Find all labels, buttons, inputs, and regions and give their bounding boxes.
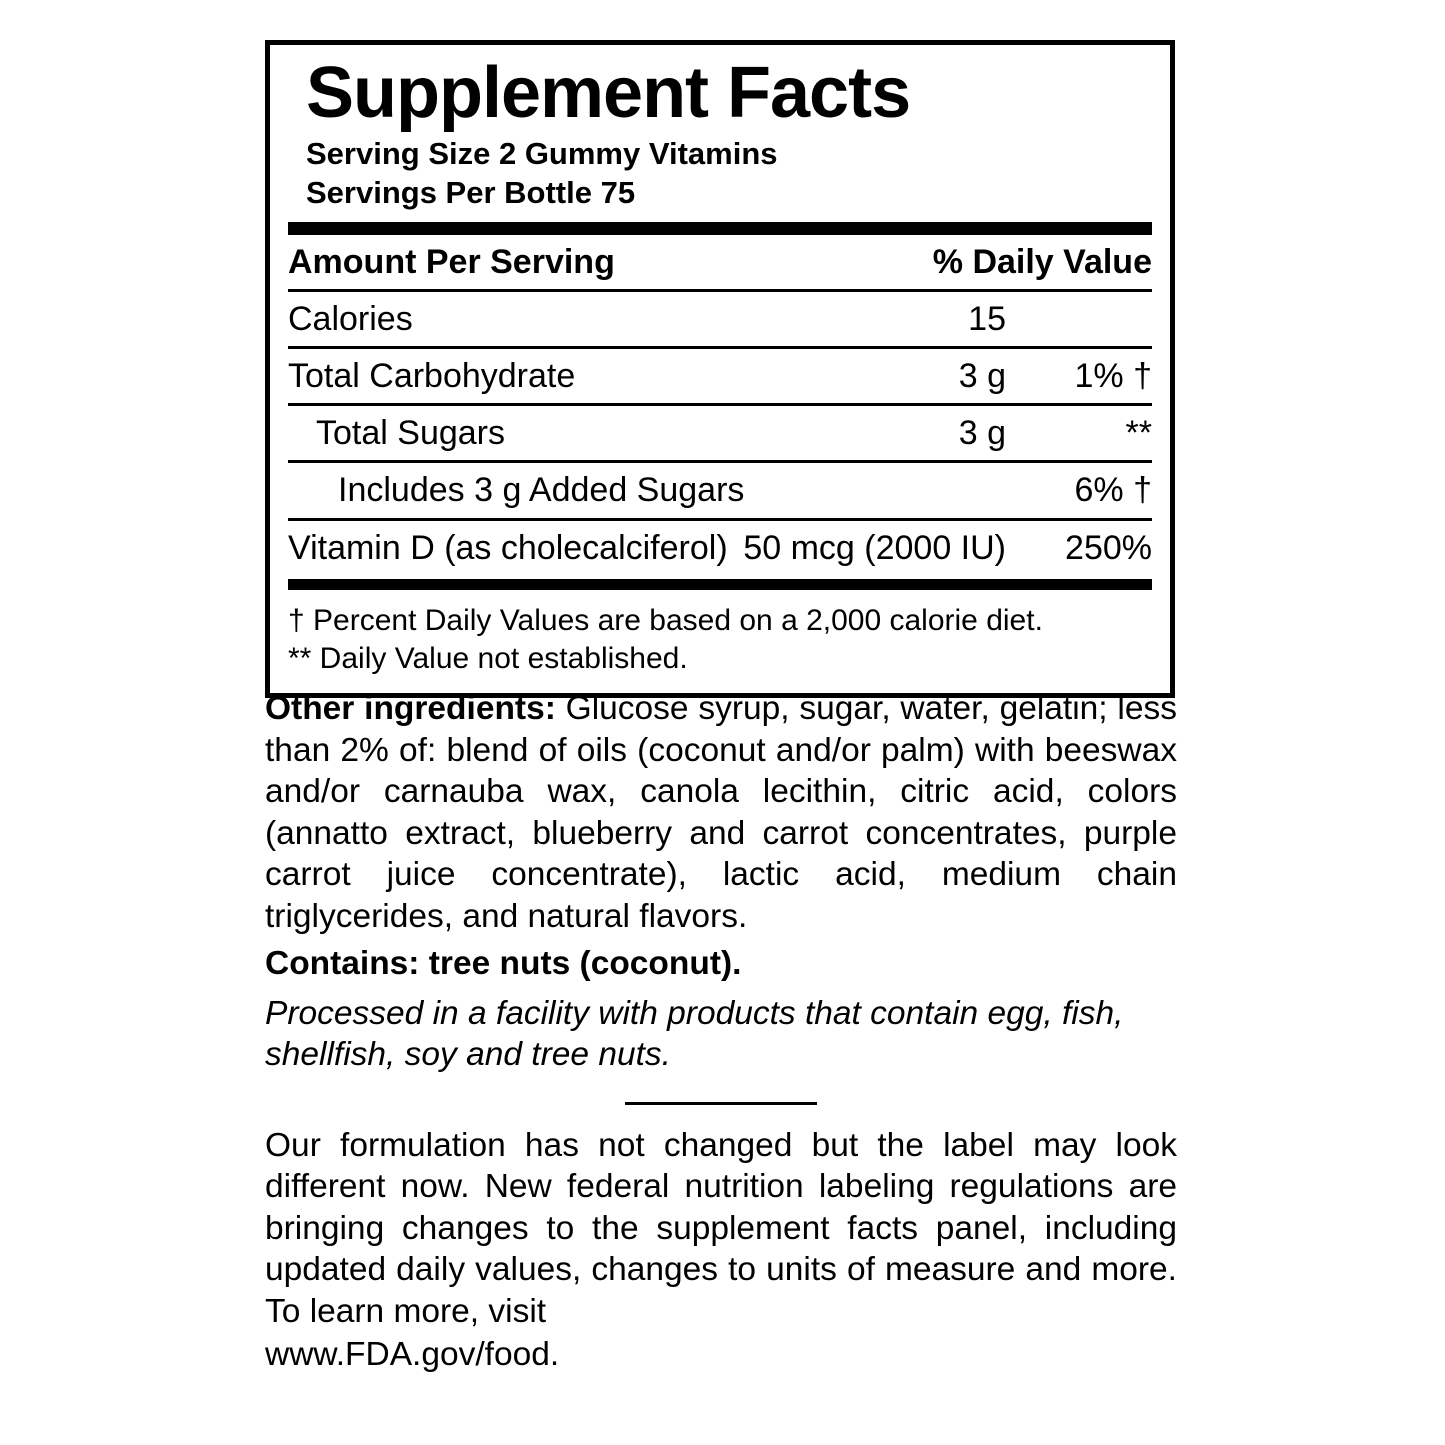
- table-row: [288, 463, 1152, 517]
- table-header-row: [288, 235, 1152, 288]
- label-body-copy: [265, 688, 1177, 1378]
- nutrient-amount: 3 g: [958, 356, 1006, 395]
- nutrient-amount: 50 mcg (2000 IU): [743, 528, 1006, 567]
- nutrient-amount: 15: [968, 299, 1006, 338]
- divider-thick-top: [288, 222, 1152, 235]
- nutrient-dv: 250%: [1065, 528, 1152, 567]
- table-row: [288, 292, 1152, 346]
- table-row: [288, 521, 1152, 575]
- daily-value-label: % Daily Value: [932, 243, 1152, 282]
- nutrient-name: Includes 3 g Added Sugars: [338, 471, 745, 510]
- servings-per-container: Servings Per Bottle 75: [306, 174, 636, 210]
- label-change-notice: Our formulation has not changed but the label may look different now. New federal nutrition labeling regulations are bringing changes to the supplement facts panel, including updated daily values, changes to units of measure and more. To learn more, visit: [265, 1126, 1177, 1330]
- supplement-facts-panel: [265, 40, 1175, 698]
- table-row: [288, 349, 1152, 403]
- contains-allergens: Contains: tree nuts (coconut).: [265, 945, 742, 983]
- other-ingredients-text: Glucose syrup, sugar, water, gelatin; less than 2% of: blend of oils (coconut and/or palm) with beeswax and/or carnauba wax, canola lecithin, citric acid, colors (annatto extract, blueberry and carrot concentrates, purple carrot juice concentrate), lactic acid, medium chain triglycerides, and natural flavors.: [265, 690, 1177, 935]
- footnote-not-established: ** Daily Value not established.: [288, 642, 688, 676]
- table-row: [288, 406, 1152, 460]
- section-divider: [625, 1102, 817, 1105]
- serving-size: Serving Size 2 Gummy Vitamins: [306, 135, 778, 171]
- facility-statement: Processed in a facility with products that contain egg, fish, shellfish, soy and tree nuts.: [265, 994, 1124, 1074]
- nutrient-amount: 3 g: [958, 414, 1006, 453]
- nutrient-name: Total Sugars: [316, 414, 505, 453]
- other-ingredients-paragraph: [265, 688, 1177, 937]
- page-title: Supplement Facts: [306, 53, 911, 133]
- amount-per-serving-label: Amount Per Serving: [288, 243, 615, 282]
- divider-thick-bottom: [288, 579, 1152, 590]
- nutrient-name: Calories: [288, 299, 413, 338]
- nutrient-name: Total Carbohydrate: [288, 356, 576, 395]
- nutrient-dv: 1% †: [1074, 356, 1152, 395]
- other-ingredients-label: Other ingredients:: [265, 690, 556, 727]
- nutrient-dv: **: [1125, 414, 1152, 453]
- nutrient-dv: 6% †: [1074, 471, 1152, 510]
- footnote-daily-value: † Percent Daily Values are based on a 2,000 calorie diet.: [288, 603, 1043, 637]
- fda-url: www.FDA.gov/food.: [265, 1336, 560, 1374]
- nutrient-name: Vitamin D (as cholecalciferol): [288, 528, 728, 567]
